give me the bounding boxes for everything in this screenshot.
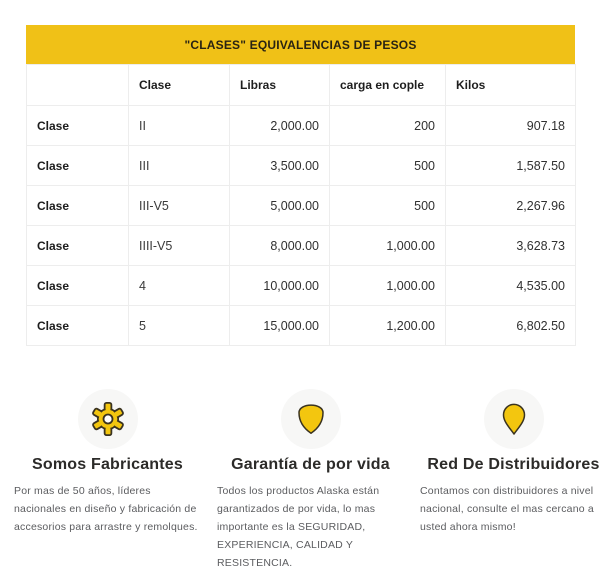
clase-cell: 4: [129, 266, 230, 306]
table-row: [27, 186, 576, 226]
libras-cell: 15,000.00: [230, 306, 330, 346]
libras-cell: 3,500.00: [230, 146, 330, 186]
empty-header-cell: [27, 65, 129, 106]
row-label-cell: Clase: [27, 186, 129, 226]
feature-text: Por mas de 50 años, líderes nacionales en diseño y fabricación de accesorios para arrastre y remolques.: [14, 485, 198, 533]
kilos-cell: 3,628.73: [446, 226, 576, 266]
libras-cell: 5,000.00: [230, 186, 330, 226]
shield-icon: [293, 401, 329, 437]
carga-cell: 1,000.00: [330, 266, 446, 306]
feature-distribuidores: [420, 389, 600, 572]
gear-icon-circle: [78, 389, 138, 449]
carga-cell: 1,200.00: [330, 306, 446, 346]
row-label-cell: Clase: [27, 146, 129, 186]
clase-cell: II: [129, 106, 230, 146]
libras-cell: 10,000.00: [230, 266, 330, 306]
clase-cell: IIII-V5: [129, 226, 230, 266]
carga-cell: 1,000.00: [330, 226, 446, 266]
column-header-libras: Libras: [230, 65, 330, 106]
table-row: [27, 226, 576, 266]
feature-text: Todos los productos Alaska están garantizados de por vida, lo mas importante es la SEGURIDAD, EXPERIENCIA, CALIDAD Y RESISTENCIA.: [217, 485, 380, 569]
feature-garantia: [217, 389, 404, 572]
clase-cell: 5: [129, 306, 230, 346]
kilos-cell: 1,587.50: [446, 146, 576, 186]
clase-cell: III-V5: [129, 186, 230, 226]
row-label-cell: Clase: [27, 106, 129, 146]
table-title: "CLASES" EQUIVALENCIAS DE PESOS: [26, 25, 575, 64]
table-row: [27, 266, 576, 306]
feature-title: Garantía de por vida: [231, 456, 390, 473]
carga-cell: 200: [330, 106, 446, 146]
table-row: [27, 146, 576, 186]
shield-icon-circle: [281, 389, 341, 449]
weights-table-section: [26, 25, 575, 346]
map-pin-icon: [496, 401, 532, 437]
feature-title: Red De Distribuidores: [427, 456, 600, 473]
equivalencias-table: [26, 64, 576, 346]
table-row: [27, 106, 576, 146]
kilos-cell: 6,802.50: [446, 306, 576, 346]
column-header-carga: carga en cople: [330, 65, 446, 106]
carga-cell: 500: [330, 186, 446, 226]
carga-cell: 500: [330, 146, 446, 186]
kilos-cell: 2,267.96: [446, 186, 576, 226]
map-pin-icon-circle: [484, 389, 544, 449]
feature-title: Somos Fabricantes: [31, 456, 183, 473]
features-section: [0, 389, 600, 572]
libras-cell: 8,000.00: [230, 226, 330, 266]
kilos-cell: 907.18: [446, 106, 576, 146]
gear-icon: [90, 401, 126, 437]
column-header-clase: Clase: [129, 65, 230, 106]
kilos-cell: 4,535.00: [446, 266, 576, 306]
row-label-cell: Clase: [27, 306, 129, 346]
row-label-cell: Clase: [27, 226, 129, 266]
table-header-row: [27, 65, 576, 106]
feature-text: Contamos con distribuidores a nivel nacional, consulte el mas cercano a usted ahora mismo!: [420, 485, 594, 533]
clase-cell: III: [129, 146, 230, 186]
row-label-cell: Clase: [27, 266, 129, 306]
table-row: [27, 306, 576, 346]
feature-fabricantes: [14, 389, 201, 572]
column-header-kilos: Kilos: [446, 65, 576, 106]
libras-cell: 2,000.00: [230, 106, 330, 146]
